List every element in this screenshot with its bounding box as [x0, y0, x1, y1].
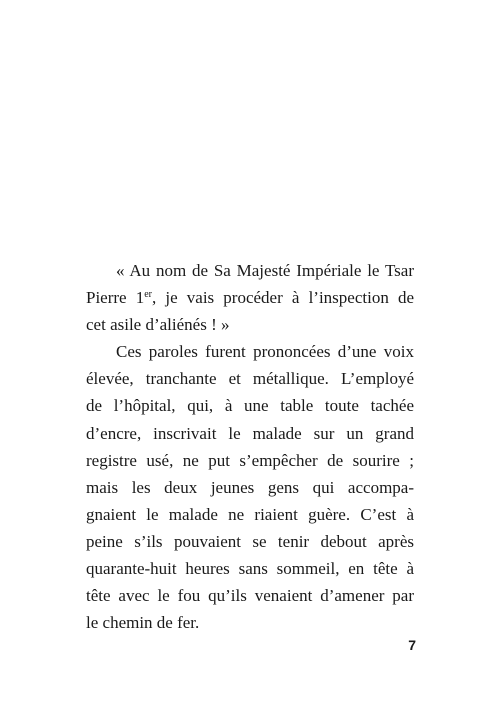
text-line: « Au nom de Sa Majesté Impériale le Tsar — [116, 261, 414, 280]
ordinal-superscript: er — [144, 289, 153, 301]
text-line: élevée, tranchante et métallique. L’employé — [86, 369, 414, 389]
text-line: mais les deux jeunes gens qui accompa- — [86, 477, 414, 497]
text-line: peine s’ils pouvaient se tenir debout après — [86, 531, 414, 551]
text-line: d’encre, inscrivait le malade sur un grand — [86, 423, 414, 443]
page-number: 7 — [408, 637, 416, 653]
text-line: quarante-huit heures sans sommeil, en tête à — [86, 559, 414, 579]
text-fragment: , je vais procéder à l’inspection de — [152, 288, 415, 308]
text-line: de l’hôpital, qui, à une table toute tachée — [86, 396, 414, 416]
text-line: le chemin de fer. — [86, 613, 200, 633]
text-line — [86, 284, 414, 311]
text-fragment: Pierre 1 — [86, 288, 145, 308]
text-line: registre usé, ne put s’empêcher de sourire ; — [86, 450, 414, 470]
text-line: cet asile d’aliénés ! » — [86, 315, 230, 335]
text-line: Ces paroles furent prononcées d’une voix — [116, 342, 414, 362]
text-line: gnaient le malade ne riaient guère. C’est à — [86, 504, 414, 524]
body-text — [86, 257, 414, 636]
text-line: tête avec le fou qu’ils venaient d’amener par — [86, 586, 414, 606]
